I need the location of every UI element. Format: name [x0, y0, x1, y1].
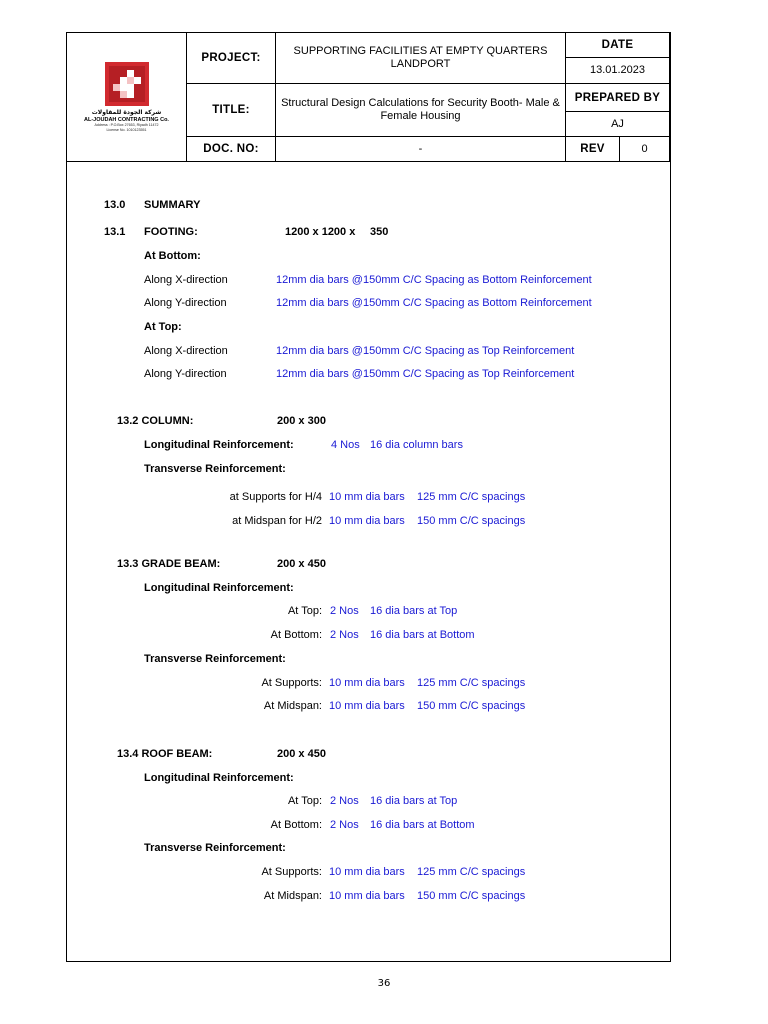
project-label: PROJECT:	[187, 33, 276, 84]
footing-bottom-y-value: 12mm dia bars @150mm C/C Spacing as Bottom Reinforcement	[276, 297, 592, 309]
title-block	[67, 33, 670, 163]
grade-beam-midspan-spacing: 150 mm C/C spacings	[417, 700, 526, 712]
footing-bottom-heading: At Bottom:	[144, 250, 201, 262]
company-license: License No. 1010123551	[106, 127, 147, 132]
footing-label: FOOTING:	[144, 226, 198, 238]
company-logo-icon	[105, 62, 149, 106]
company-name-arabic: شركة الجودة للمقاولات	[91, 109, 162, 117]
grade-beam-long-label: Longitudinal Reinforcement:	[144, 582, 294, 594]
roof-beam-top-label: At Top:	[287, 795, 322, 807]
footing-top-x-value: 12mm dia bars @150mm C/C Spacing as Top Reinforcement	[276, 345, 575, 357]
roof-beam-top-nos: 2 Nos	[330, 795, 359, 807]
column-midspan-spacing: 150 mm C/C spacings	[417, 515, 526, 527]
roof-beam-top-bars: 16 dia bars at Top	[370, 795, 458, 807]
doc-no-label: DOC. NO:	[187, 137, 276, 162]
date-label: DATE	[566, 33, 670, 58]
company-name-english: AL-JOUDAH CONTRACTING Co.	[84, 117, 169, 124]
prepared-by-label: PREPARED BY	[566, 84, 670, 112]
page-number: 36	[377, 978, 391, 989]
footing-bottom-y-label: Along Y-direction	[144, 297, 227, 309]
column-long-nos: 4 Nos	[331, 439, 360, 451]
grade-beam-support-bars: 10 mm dia bars	[329, 677, 405, 689]
footing-number: 13.1	[104, 226, 126, 238]
doc-no-value: -	[276, 137, 566, 162]
roof-beam-size: 200 x 450	[277, 748, 326, 760]
project-value: SUPPORTING FACILITIES AT EMPTY QUARTERS LANDPORT	[276, 33, 566, 84]
grade-beam-top-bars: 16 dia bars at Top	[370, 605, 458, 617]
footing-top-y-label: Along Y-direction	[144, 368, 227, 380]
grade-beam-midspan-label: At Midspan:	[263, 700, 322, 712]
roof-beam-bottom-label: At Bottom:	[270, 819, 322, 831]
rev-label: REV	[566, 137, 620, 162]
roof-beam-midspan-label: At Midspan:	[263, 890, 322, 902]
grade-beam-support-spacing: 125 mm C/C spacings	[417, 677, 526, 689]
grade-beam-top-label: At Top:	[287, 605, 322, 617]
grade-beam-size: 200 x 450	[277, 558, 326, 570]
title-label: TITLE:	[187, 84, 276, 137]
footing-size: 1200 x 1200 x	[285, 226, 356, 238]
column-support-label: at Supports for H/4	[229, 491, 322, 503]
roof-beam-label: 13.4 ROOF BEAM:	[117, 748, 213, 760]
grade-beam-trans-label: Transverse Reinforcement:	[144, 653, 286, 665]
column-long-bars: 16 dia column bars	[370, 439, 463, 451]
company-logo	[67, 33, 187, 162]
date-value: 13.01.2023	[566, 58, 670, 84]
section-title: SUMMARY	[144, 199, 201, 211]
roof-beam-support-label: At Supports:	[261, 866, 322, 878]
roof-beam-support-spacing: 125 mm C/C spacings	[417, 866, 526, 878]
column-label: 13.2 COLUMN:	[117, 415, 194, 427]
grade-beam-midspan-bars: 10 mm dia bars	[329, 700, 405, 712]
footing-bottom-x-value: 12mm dia bars @150mm C/C Spacing as Bottom Reinforcement	[276, 274, 592, 286]
roof-beam-bottom-nos: 2 Nos	[330, 819, 359, 831]
grade-beam-top-nos: 2 Nos	[330, 605, 359, 617]
grade-beam-bottom-nos: 2 Nos	[330, 629, 359, 641]
column-midspan-bars: 10 mm dia bars	[329, 515, 405, 527]
title-value: Structural Design Calculations for Security Booth- Male & Female Housing	[276, 84, 566, 137]
grade-beam-bottom-bars: 16 dia bars at Bottom	[370, 629, 475, 641]
column-midspan-label: at Midspan for H/2	[232, 515, 322, 527]
footing-top-heading: At Top:	[144, 321, 182, 333]
roof-beam-trans-label: Transverse Reinforcement:	[144, 842, 286, 854]
column-size: 200 x 300	[277, 415, 326, 427]
rev-value: 0	[620, 137, 670, 162]
column-trans-label: Transverse Reinforcement:	[144, 463, 286, 475]
grade-beam-support-label: At Supports:	[261, 677, 322, 689]
roof-beam-midspan-bars: 10 mm dia bars	[329, 890, 405, 902]
column-support-spacing: 125 mm C/C spacings	[417, 491, 526, 503]
roof-beam-bottom-bars: 16 dia bars at Bottom	[370, 819, 475, 831]
footing-top-x-label: Along X-direction	[144, 345, 228, 357]
grade-beam-label: 13.3 GRADE BEAM:	[117, 558, 221, 570]
company-address: Address : P.O.Box 27653, Riyadh 11472	[94, 123, 159, 128]
section-number: 13.0	[104, 199, 126, 211]
prepared-by-value: AJ	[566, 112, 670, 137]
column-long-label: Longitudinal Reinforcement:	[144, 439, 294, 451]
roof-beam-midspan-spacing: 150 mm C/C spacings	[417, 890, 526, 902]
roof-beam-support-bars: 10 mm dia bars	[329, 866, 405, 878]
column-support-bars: 10 mm dia bars	[329, 491, 405, 503]
footing-bottom-x-label: Along X-direction	[144, 274, 228, 286]
footing-depth: 350	[370, 226, 389, 238]
footing-top-y-value: 12mm dia bars @150mm C/C Spacing as Top Reinforcement	[276, 368, 575, 380]
grade-beam-bottom-label: At Bottom:	[270, 629, 322, 641]
roof-beam-long-label: Longitudinal Reinforcement:	[144, 772, 294, 784]
